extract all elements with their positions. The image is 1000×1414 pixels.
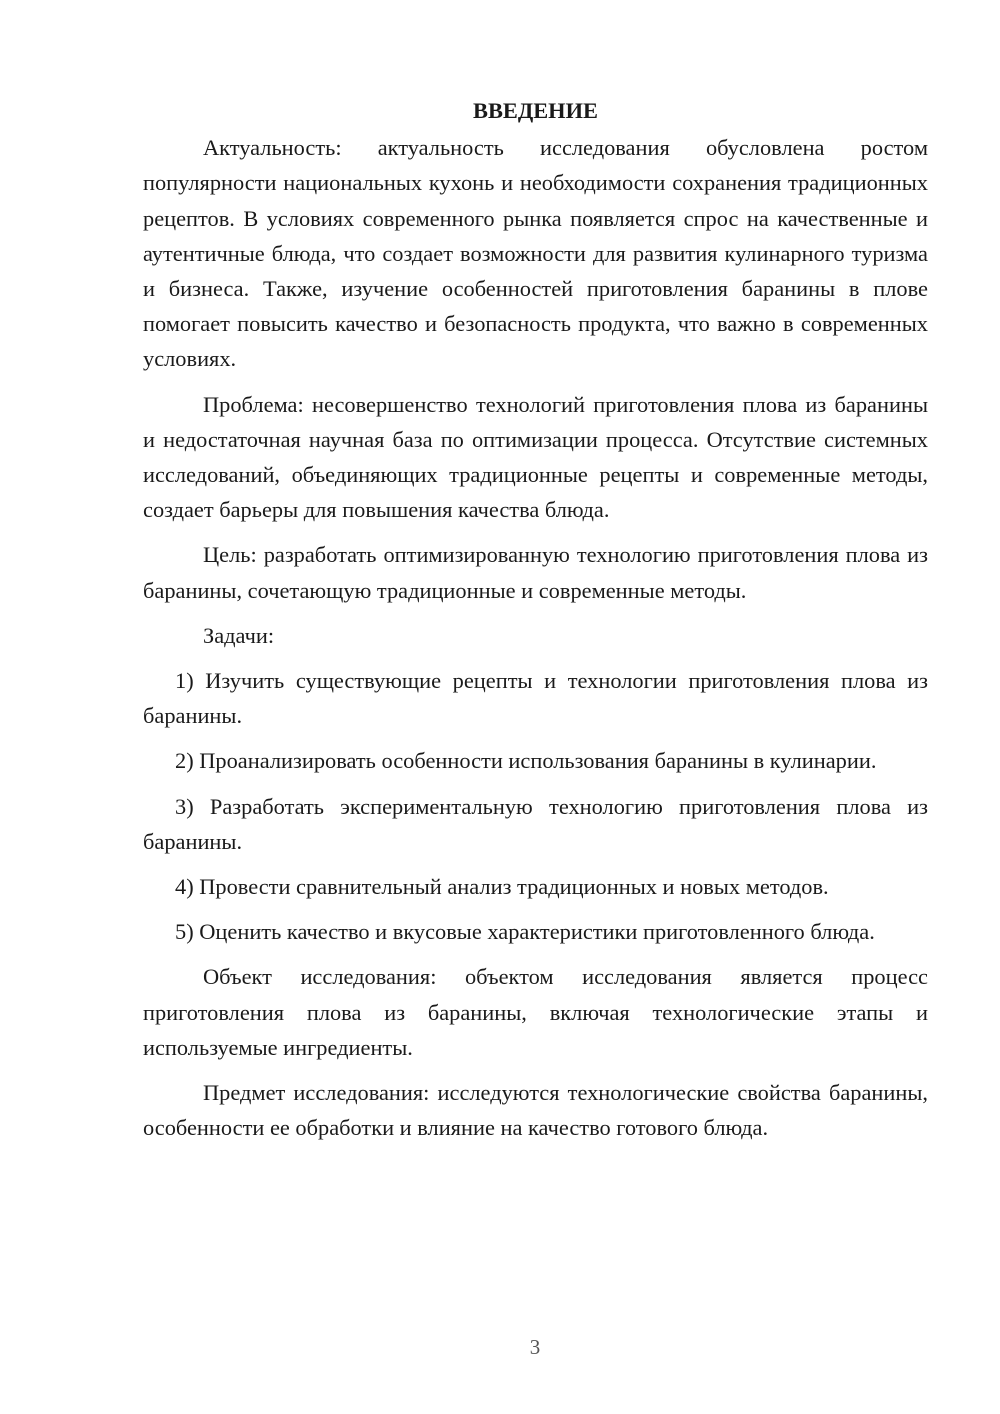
tasks-heading: Задачи: <box>203 622 275 648</box>
paragraph-problem: Проблема: несовершенство технологий приготовления плова из баранины и недостаточная научная база по оптимизации процесса. Отсутствие системных исследований, объединяющих традиционные рецепты и современные методы, создает барьеры для повышения качества блюда. <box>143 391 928 523</box>
paragraph-goal: Цель: разработать оптимизированную технологию приготовления плова из баранины, сочетающую традиционные и современные методы. <box>143 542 928 603</box>
task-item-5: 5) Оценить качество и вкусовые характеристики приготовленного блюда. <box>175 919 875 945</box>
page-body <box>143 93 928 1155</box>
paragraph-subject: Предмет исследования: исследуются технологические свойства баранины, особенности ее обработки и влияние на качество готового блюда. <box>143 1080 928 1141</box>
section-title: ВВЕДЕНИЕ <box>473 98 598 123</box>
task-item-4: 4) Провести сравнительный анализ традиционных и новых методов. <box>175 874 829 900</box>
paragraph-object: Объект исследования: объектом исследования является процесс приготовления плова из баранины, включая технологические этапы и используемые ингредиенты. <box>143 964 928 1060</box>
page-number: 3 <box>529 1335 541 1359</box>
task-item-3: 3) Разработать экспериментальную технологию приготовления плова из баранины. <box>143 793 928 854</box>
paragraph-relevance: Актуальность: актуальность исследования обусловлена ростом популярности национальных кухонь и необходимости сохранения традиционных рецептов. В условиях современного рынка появляется спрос на качественные и аутентичные блюда, что создает возможности для развития кулинарного туризма и бизнеса. Также, изучение особенностей приготовления баранины в плове помогает повысить качество и безопасность продукта, что важно в современных условиях. <box>143 135 928 372</box>
task-item-2: 2) Проанализировать особенности использования баранины в кулинарии. <box>175 748 877 774</box>
task-item-1: 1) Изучить существующие рецепты и технологии приготовления плова из баранины. <box>143 668 928 729</box>
tasks-list <box>143 663 928 949</box>
